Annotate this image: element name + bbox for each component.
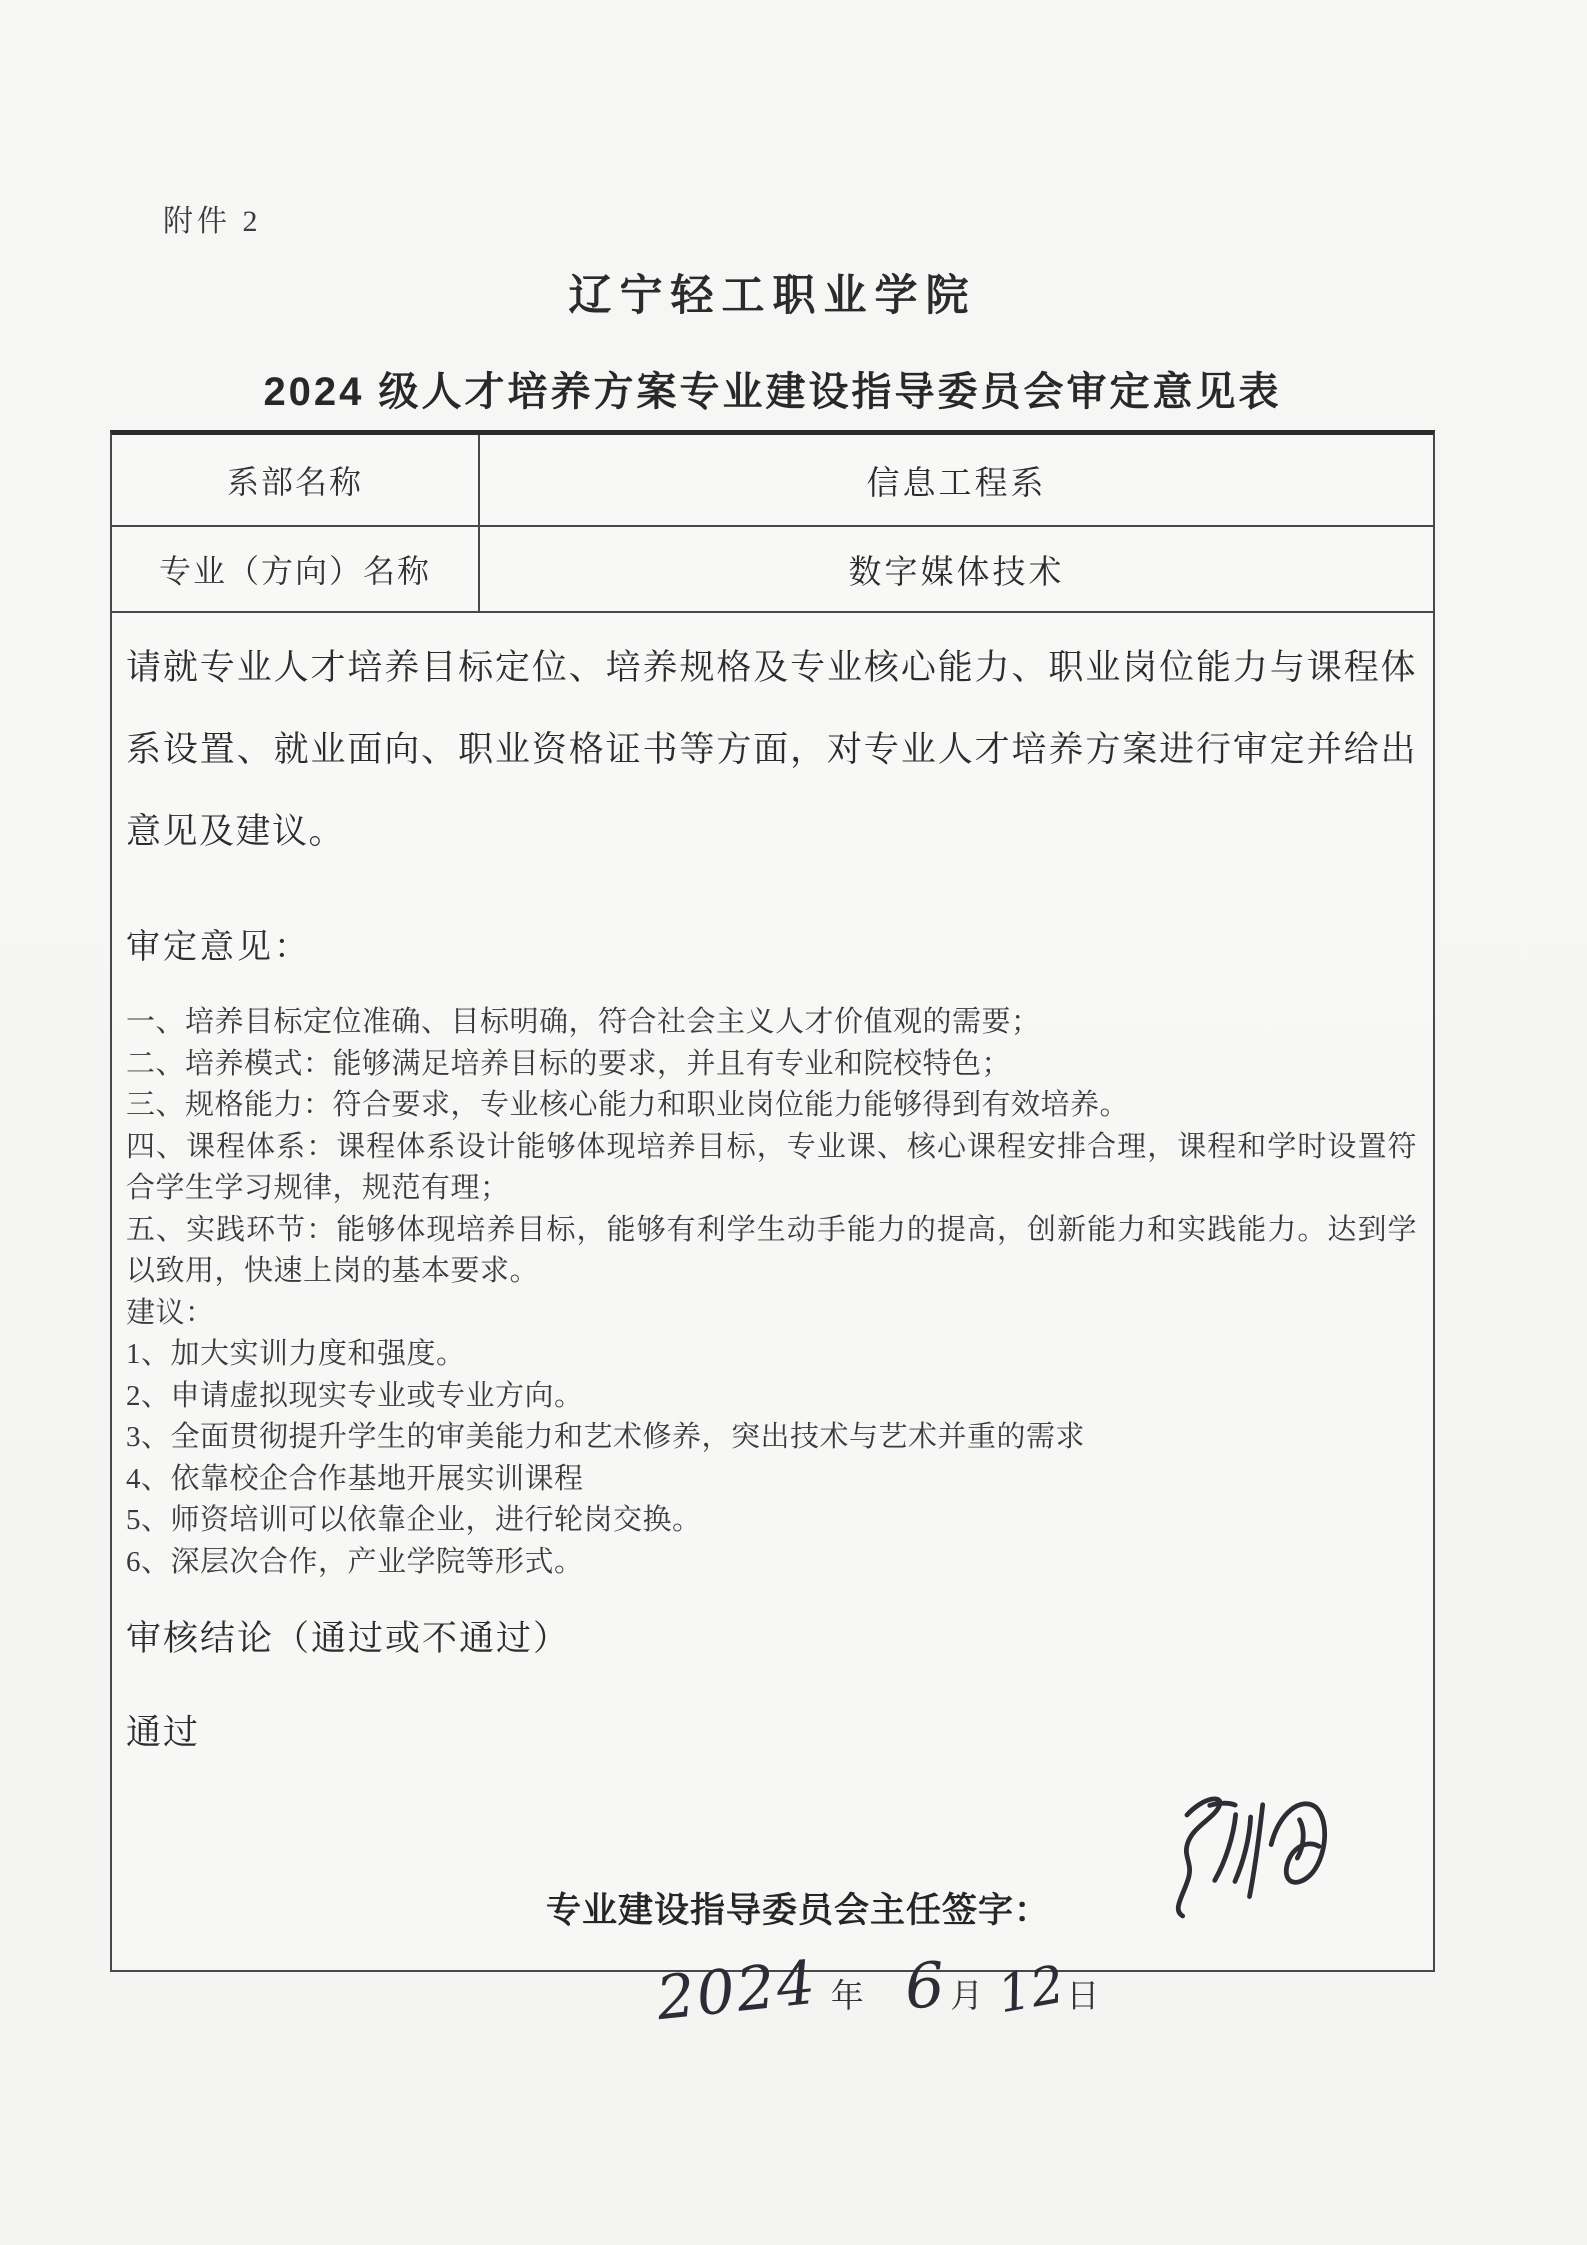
instruction-paragraph: 请就专业人才培养目标定位、培养规格及专业核心能力、职业岗位能力与课程体系设置、就业面向、职业资格证书等方面，对专业人才培养方案进行审定并给出意见及建议。: [126, 648, 1417, 851]
suggestion-item: 1、加大实训力度和强度。: [126, 1338, 466, 1370]
signature-label: 专业建设指导委员会主任签字：: [546, 1891, 1051, 1930]
major-value: 数字媒体技术: [848, 554, 1065, 591]
review-item: 二、培养模式：能够满足培养目标的要求，并且有专业和院校特色；: [126, 1047, 1012, 1080]
day-suffix: 日: [1066, 1979, 1101, 2015]
date-row: [126, 1947, 1417, 2035]
page-subtitle: 2024 级人才培养方案专业建设指导委员会审定意见表: [263, 370, 1282, 414]
review-opinion-list: [126, 1002, 1417, 1583]
page-title: 辽宁轻工职业学院: [568, 272, 977, 320]
review-opinion-heading: 审定意见：: [126, 929, 311, 966]
table-row-major: [112, 527, 1433, 613]
major-label: 专业（方向）名称: [112, 527, 480, 611]
review-item: 四、课程体系：课程体系设计能够体现培养目标，专业课、核心课程安排合理，课程和学时设置符合学生学习规律，规范有理；: [126, 1130, 1417, 1204]
suggestion-item: 3、全面贯彻提升学生的审美能力和艺术修养，突出技术与艺术并重的需求: [126, 1421, 1086, 1453]
suggestion-heading: 建议：: [126, 1296, 215, 1329]
suggestion-item: 4、依靠校企合作基地开展实训课程: [126, 1462, 584, 1495]
table-row-department: [112, 435, 1433, 527]
department-label: 系部名称: [112, 435, 480, 525]
attachment-label: 附件 2: [163, 205, 262, 238]
year-suffix: 年: [830, 1979, 865, 2015]
handwritten-day: 12: [993, 1954, 1070, 2026]
review-item: 五、实践环节：能够体现培养目标，能够有利学生动手能力的提高，创新能力和实践能力。达到学以致用，快速上岗的基本要求。: [126, 1213, 1417, 1287]
title-block: [110, 262, 1435, 323]
suggestion-item: 5、师资培训可以依靠企业，进行轮岗交换。: [126, 1504, 702, 1536]
review-item: 三、规格能力：符合要求，专业核心能力和职业岗位能力能够得到有效培养。: [126, 1089, 1130, 1121]
suggestion-item: 6、深层次合作，产业学院等形式。: [126, 1545, 584, 1578]
month-suffix: 月: [950, 1979, 985, 2015]
handwritten-year: 2024: [653, 1947, 821, 2035]
subtitle-block: [80, 360, 1465, 417]
conclusion-heading: 审核结论（通过或不通过）: [126, 1619, 571, 1658]
conclusion-value: 通过: [126, 1713, 201, 1752]
review-item: 一、培养目标定位准确、目标明确，符合社会主义人才价值观的需要；: [126, 1006, 1041, 1038]
review-content-cell: [112, 627, 1433, 2035]
department-value: 信息工程系: [866, 465, 1047, 502]
suggestion-item: 2、申请虚拟现实专业或专业方向。: [126, 1379, 584, 1412]
review-form-table: [110, 430, 1435, 2035]
handwritten-month: 6: [902, 1947, 947, 2024]
handwritten-signature: [1153, 1774, 1340, 1923]
